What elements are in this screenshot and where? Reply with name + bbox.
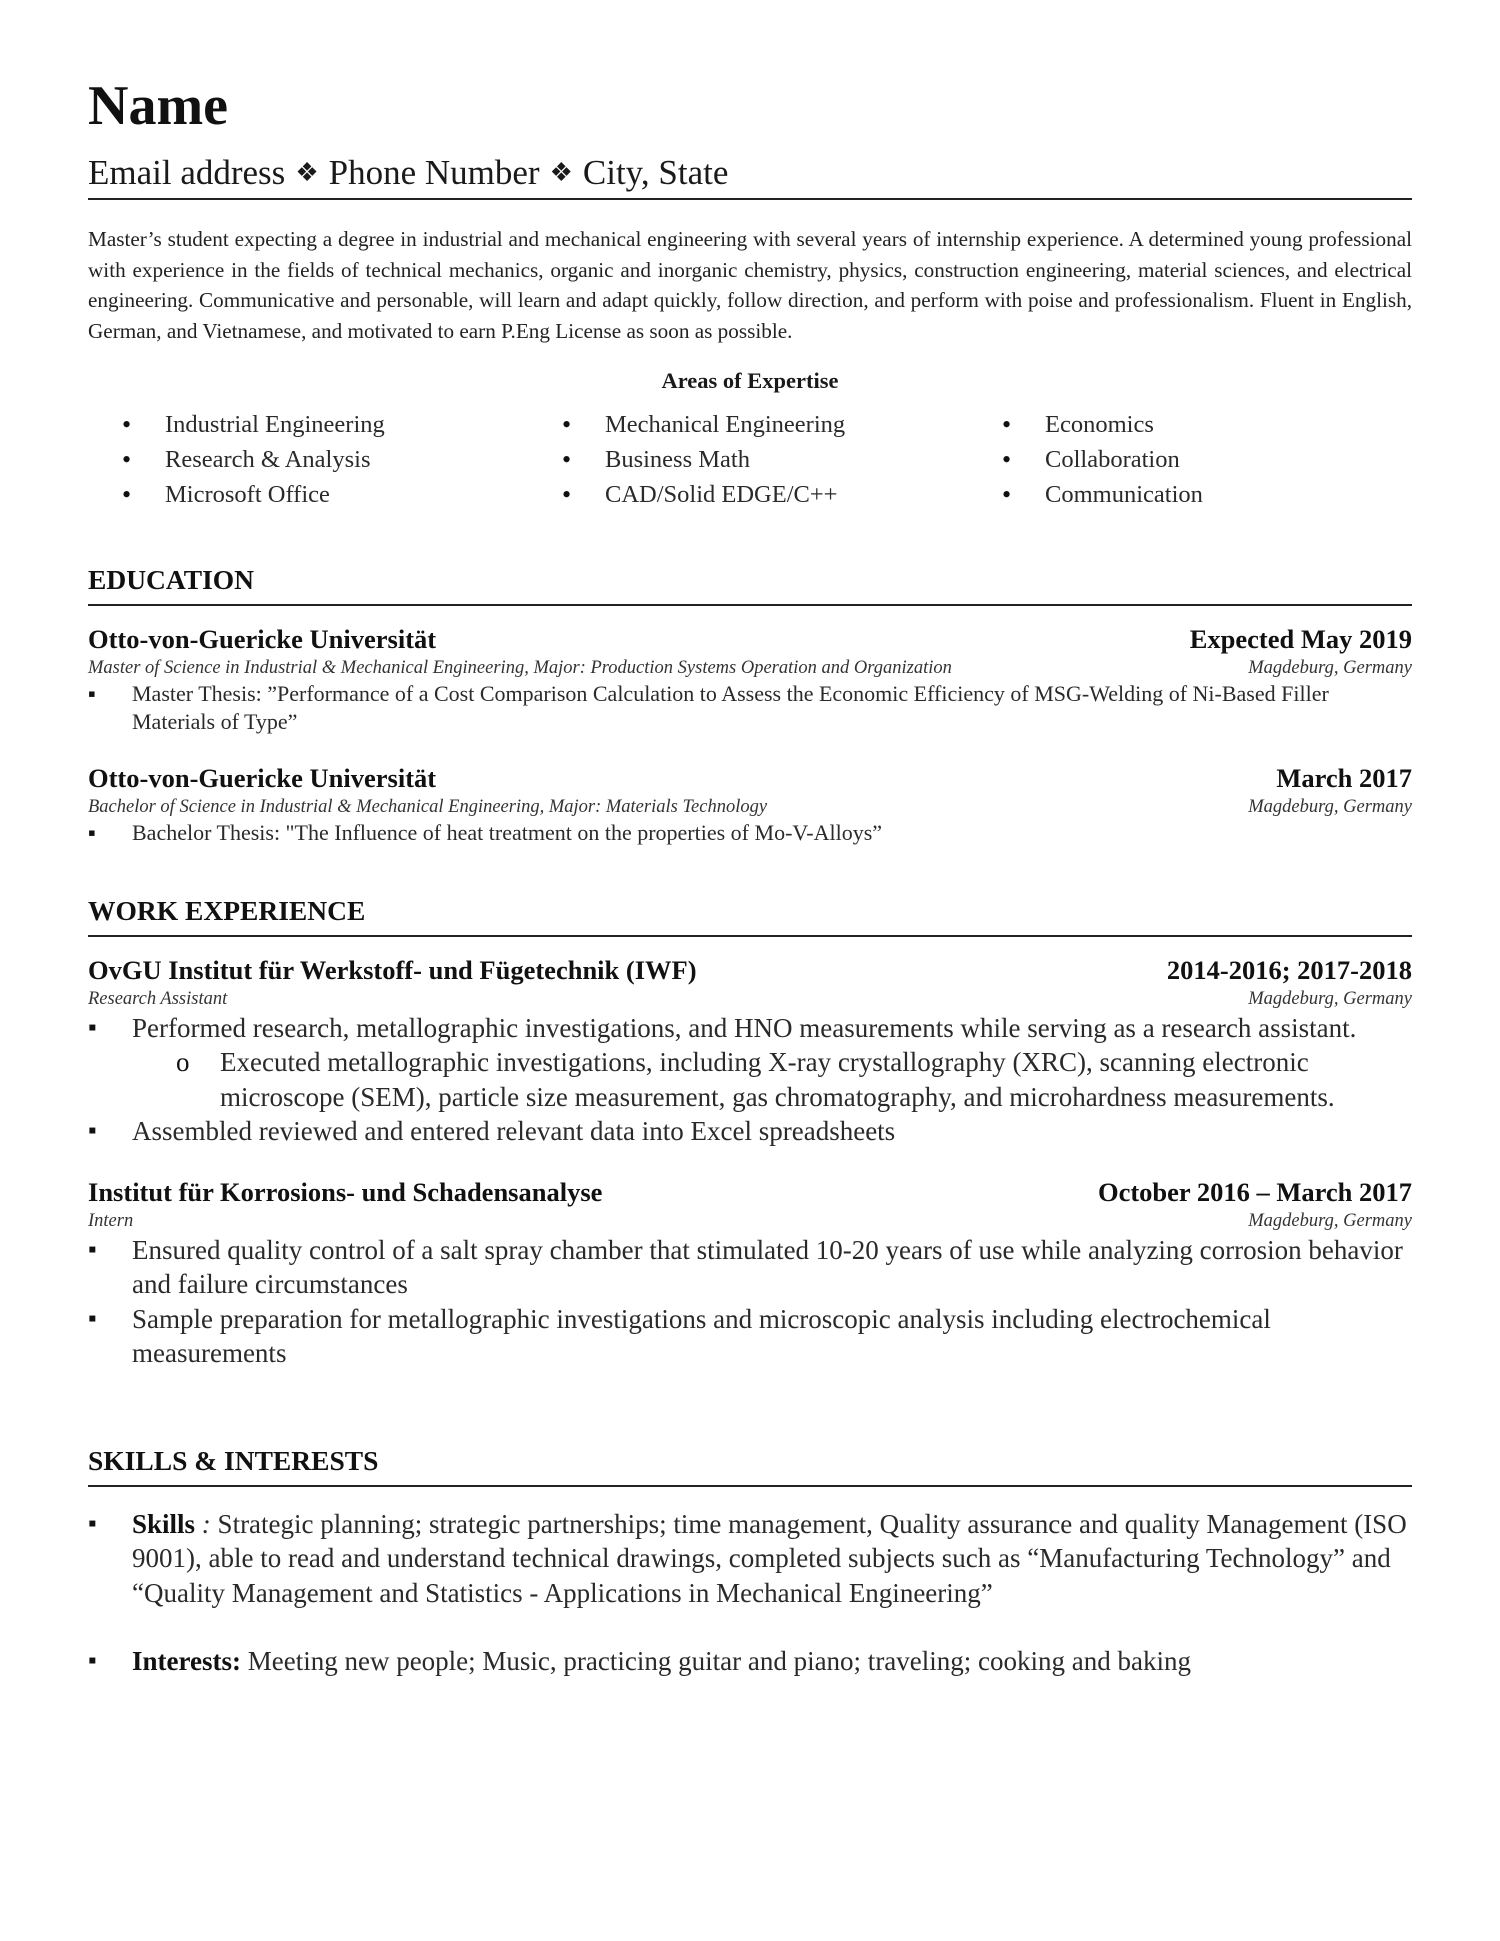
resume-page	[88, 75, 1412, 1679]
diamond-separator-icon: ❖	[549, 158, 573, 187]
school-name: Otto-von-Guericke Universität	[88, 763, 437, 793]
job-title: Research Assistant	[88, 988, 228, 1009]
expertise-item: • Economics	[968, 407, 1408, 442]
work-entry	[88, 1175, 1412, 1371]
interests-label: Interests:	[132, 1646, 241, 1676]
interests-bullet	[88, 1644, 1412, 1679]
employer-name: Institut für Korrosions- und Schadensanalyse	[88, 1176, 603, 1207]
expertise-item: • CAD/Solid EDGE/C++	[528, 477, 968, 512]
job-location: Magdeburg, Germany	[1248, 1210, 1412, 1231]
thesis-bullet: ▪ Master Thesis: ”Performance of a Cost Comparison Calculation to Assess the Economic Efficiency of MSG-Welding of Ni-Based Filler Materials of Type”	[88, 680, 1412, 735]
contact-line	[88, 155, 1412, 200]
education-entry	[88, 622, 1412, 735]
expertise-item: • Communication	[968, 477, 1408, 512]
diamond-separator-icon: ❖	[295, 158, 319, 187]
city-state: City, State	[582, 153, 729, 192]
skills-list	[88, 1507, 1412, 1679]
skills-text: Strategic planning; strategic partnerships; time management, Quality assurance and quality Management (ISO 9001), able to read and understand technical drawings, completed subjects such as “Manufacturing Technology” and “Quality Management and Statistics - Applications in Mechanical Engineering”	[132, 1508, 1407, 1608]
employment-dates: 2014-2016; 2017-2018	[1166, 954, 1412, 985]
education-date: March 2017	[1276, 763, 1412, 793]
expertise-item: • Industrial Engineering	[88, 407, 528, 442]
skills-bullet	[88, 1507, 1412, 1611]
work-bullet: ▪ Sample preparation for metallographic investigations and microscopic analysis including electrochemical measurements	[88, 1302, 1412, 1371]
work-sub-bullet: o Executed metallographic investigations, including X-ray crystallography (XRC), scanning electronic microscope (SEM), particle size measurement, gas chromatography, and microhardness measurements.	[88, 1045, 1412, 1114]
expertise-item: • Mechanical Engineering	[528, 407, 968, 442]
education-location: Magdeburg, Germany	[1248, 797, 1412, 817]
email-address: Email address	[88, 153, 286, 192]
work-bullet: ▪ Performed research, metallographic investigations, and HNO measurements while serving as a research assistant.	[88, 1011, 1412, 1046]
skills-interests-heading: SKILLS & INTERESTS	[88, 1445, 1412, 1487]
expertise-list	[88, 407, 1412, 512]
work-bullet: ▪ Ensured quality control of a salt spray chamber that stimulated 10-20 years of use while analyzing corrosion behavior and failure circumstances	[88, 1233, 1412, 1302]
work-bullet: ▪ Assembled reviewed and entered relevant data into Excel spreadsheets	[88, 1114, 1412, 1149]
education-heading: EDUCATION	[88, 564, 1412, 606]
skills-label: Skills	[132, 1508, 196, 1539]
employer-name: OvGU Institut für Werkstoff- und Fügetechnik (IWF)	[88, 954, 697, 985]
education-date: Expected May 2019	[1189, 624, 1412, 654]
expertise-item: • Business Math	[528, 442, 968, 477]
education-location: Magdeburg, Germany	[1248, 658, 1412, 678]
job-title: Intern	[88, 1210, 134, 1231]
school-name: Otto-von-Guericke Universität	[88, 624, 437, 654]
work-experience-heading: WORK EXPERIENCE	[88, 895, 1412, 937]
skills-colon: :	[195, 1508, 211, 1539]
expertise-item: • Research & Analysis	[88, 442, 528, 477]
degree: Master of Science in Industrial & Mechanical Engineering, Major: Production Systems Operation and Organization	[88, 658, 952, 678]
expertise-item: • Collaboration	[968, 442, 1408, 477]
job-location: Magdeburg, Germany	[1248, 988, 1412, 1009]
expertise-item: • Microsoft Office	[88, 477, 528, 512]
education-entry	[88, 761, 1412, 847]
interests-text: Meeting new people; Music, practicing guitar and piano; traveling; cooking and baking	[240, 1646, 1191, 1676]
employment-dates: October 2016 – March 2017	[1097, 1176, 1412, 1207]
work-entry	[88, 953, 1412, 1149]
phone-number: Phone Number	[328, 153, 540, 192]
thesis-bullet: ▪ Bachelor Thesis: "The Influence of heat treatment on the properties of Mo-V-Alloys”	[88, 819, 1412, 847]
expertise-title: Areas of Expertise	[661, 368, 839, 393]
degree: Bachelor of Science in Industrial & Mechanical Engineering, Major: Materials Technology	[88, 797, 768, 817]
candidate-name: Name	[88, 75, 228, 137]
professional-summary: Master’s student expecting a degree in industrial and mechanical engineering with several years of internship experience. A determined young professional with experience in the fields of technical mechanics, organic and inorganic chemistry, physics, construction engineering, material sciences, and electrical engineering. Communicative and personable, will learn and adapt quickly, follow direction, and perform with poise and professionalism. Fluent in English, German, and Vietnamese, and motivated to earn P.Eng License as soon as possible.	[88, 227, 1412, 343]
